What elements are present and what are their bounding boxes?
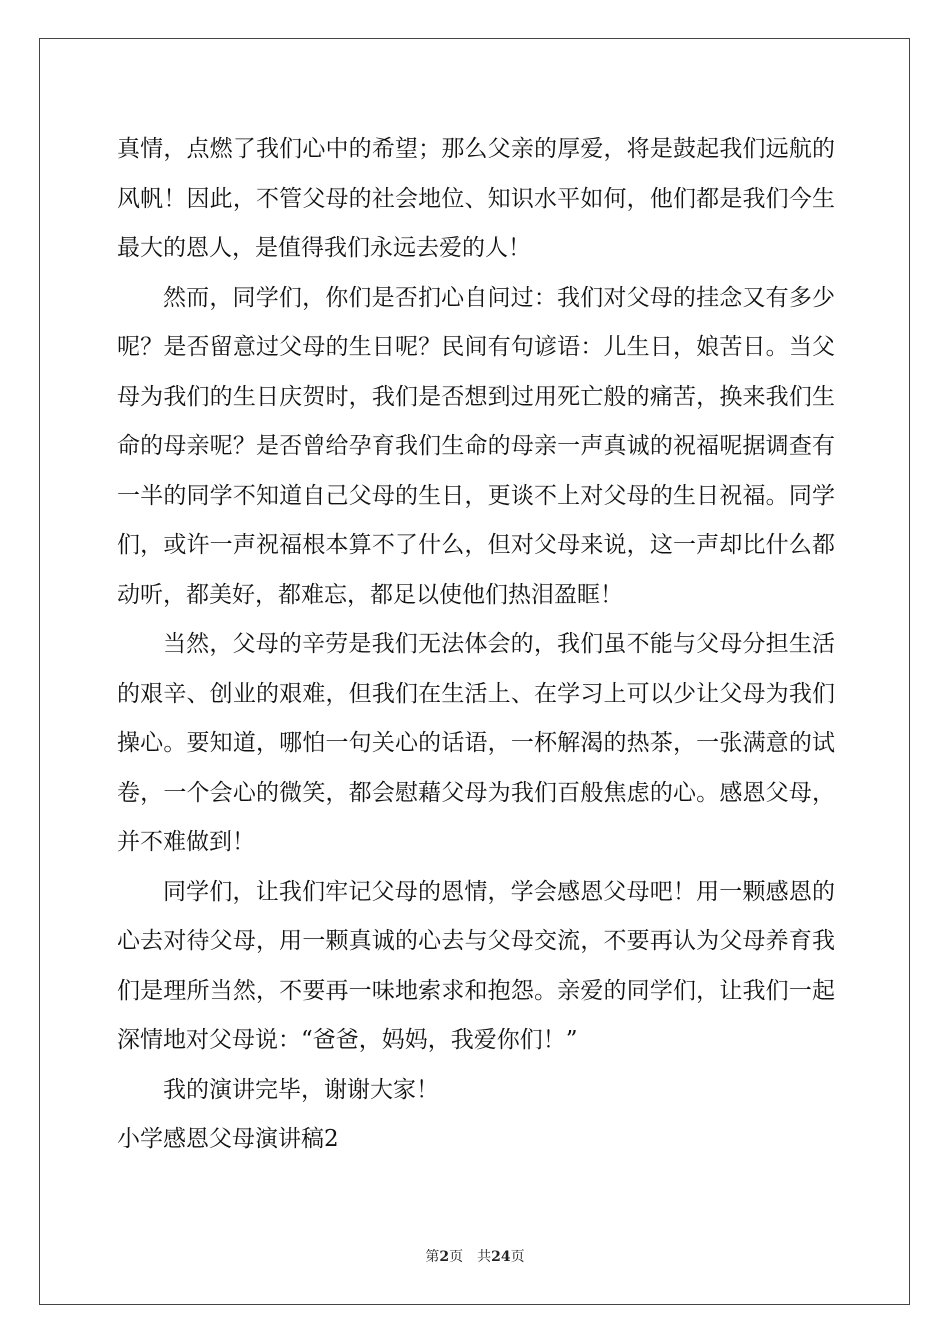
- paragraph-closing: 我的演讲完毕，谢谢大家！: [163, 1076, 439, 1103]
- page-footer: [0, 1246, 950, 1266]
- total-suffix: 页: [510, 1249, 525, 1265]
- document-body: [117, 125, 835, 1165]
- total-pages: 24: [491, 1249, 511, 1265]
- page-prefix: 第: [425, 1249, 440, 1265]
- next-speech-title: 小学感恩父母演讲稿2: [117, 1126, 339, 1152]
- paragraph-hardship: 当然，父母的辛劳是我们无法体会的，我们虽不能与父母分担生活的艰辛、创业的艰难，但我们在生活上、在学习上可以少让父母为我们操心。要知道，哪怕一句关心的话语，一杯解渴的热茶，一张满意的试卷，一个会心的微笑，都会慰藉父母为我们百般焦虑的心。感恩父母，并不难做到！: [117, 631, 835, 855]
- paragraph-continued: 真情，点燃了我们心中的希望；那么父亲的厚爱，将是鼓起我们远航的风帆！因此，不管父母的社会地位、知识水平如何，他们都是我们今生最大的恩人，是值得我们永远去爱的人！: [117, 136, 835, 261]
- page-suffix: 页: [449, 1249, 464, 1265]
- page-number: 2: [439, 1249, 450, 1265]
- paragraph-gratitude: 同学们，让我们牢记父母的恩情，学会感恩父母吧！用一颗感恩的心去对待父母，用一颗真诚的心去与父母交流，不要再认为父母养育我们是理所当然，不要再一味地索求和抱怨。亲爱的同学们，让我们一起深情地对父母说：“爸爸，妈妈，我爱你们！”: [117, 878, 835, 1053]
- paragraph-birthday: 然而，同学们，你们是否扪心自问过：我们对父母的挂念又有多少呢？是否留意过父母的生日呢？民间有句谚语：儿生日，娘苦日。当父母为我们的生日庆贺时，我们是否想到过用死亡般的痛苦，换来我们生命的母亲呢？是否曾给孕育我们生命的母亲一声真诚的祝福呢据调查有一半的同学不知道自己父母的生日，更谈不上对父母的生日祝福。同学们，或许一声祝福根本算不了什么，但对父母来说，这一声却比什么都动听，都美好，都难忘，都足以使他们热泪盈眶！: [117, 284, 835, 608]
- total-prefix: 共: [477, 1249, 492, 1265]
